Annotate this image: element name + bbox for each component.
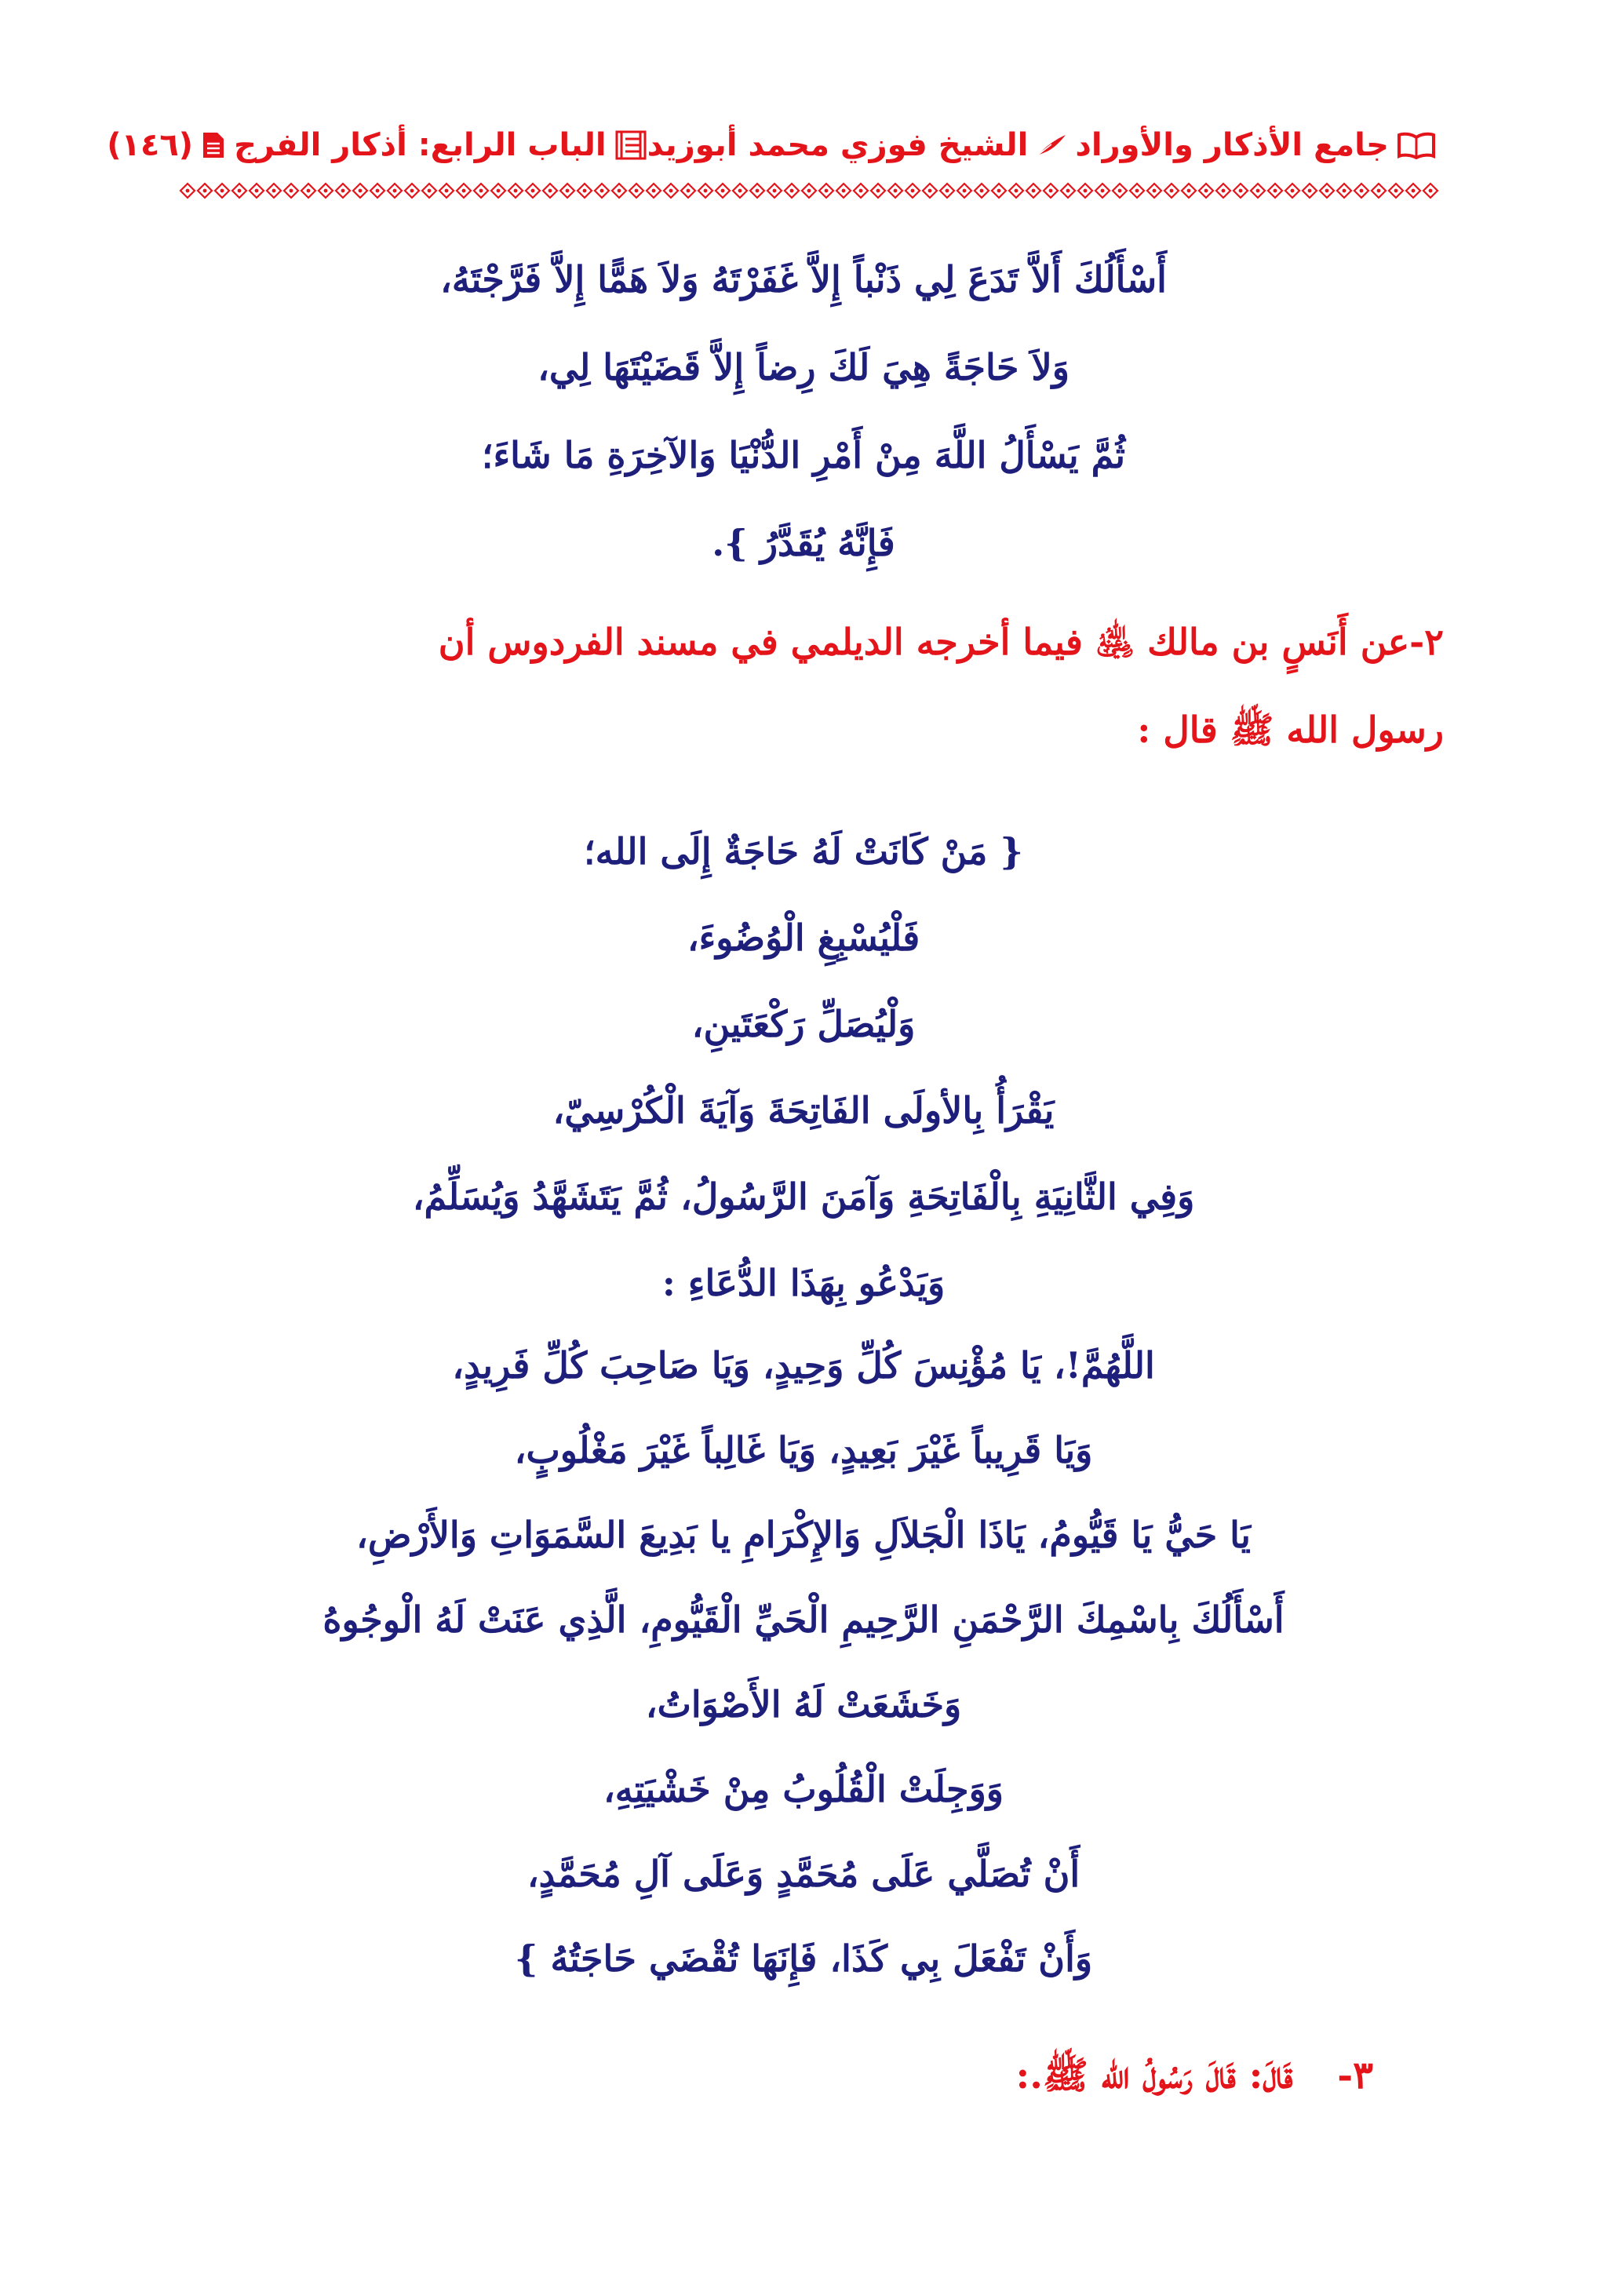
verse-line: وَوَجِلَتْ الْقُلُوبُ مِنْ خَشْيَتِهِ،	[603, 1768, 1004, 1810]
verse-line: يَقْرَأُ بِالأولَى الفَاتِحَةَ وَآيَةَ الْكُرْسِيّ،	[552, 1089, 1055, 1132]
item-number: ٣-	[1337, 2054, 1373, 2097]
verse-line: وَلاَ حَاجَةً هِيَ لَكَ رِضاً إِلاَّ قَضَيْتَهَا لِي،	[537, 346, 1070, 388]
verse-line: اللَّهُمَّ!، يَا مُؤْنِسَ كُلِّ وَحِيدٍ، وَيَا صَاحِبَ كُلِّ فَرِيدٍ،	[452, 1344, 1155, 1387]
page-number: (١٤٦)	[107, 127, 194, 163]
verse-line: ثُمَّ يَسْأَلُ اللَّهَ مِنْ أَمْرِ الدُّنْيَا وَالآخِرَةِ مَا شَاءَ؛	[481, 434, 1126, 476]
header-title-group	[647, 127, 1436, 163]
next-hadith-text: قَالَ: قَالَ رَسُولُ الله ﷺ.:	[1015, 2054, 1293, 2097]
verse-line: فَإِنَّهُ يُقَدَّرُ }.	[712, 522, 895, 564]
verse-line: وَفِي الثَّانِيَةِ بِالْفَاتِحَةِ وَآمَنَ الرَّسُولُ، ثُمَّ يَتَشَهَّدُ وَيُسَلِّمُ،	[412, 1175, 1195, 1218]
hadith-text-part1	[118, 808, 1489, 1326]
hadith-introduction	[157, 598, 1444, 774]
author-name: الشيخ فوزي محمد أبوزيد	[647, 127, 1029, 163]
quill-icon	[1036, 133, 1067, 157]
supplication-continuation	[118, 235, 1489, 587]
verse-line: وَيَدْعُو بِهَذَا الدُّعَاءِ :	[661, 1262, 946, 1304]
book-title: جامع الأذكار والأوراد	[1075, 127, 1389, 163]
book-icon	[1397, 131, 1436, 159]
document-icon	[201, 130, 226, 160]
verse-line: فَلْيُسْبِغِ الْوُضُوءَ،	[687, 917, 920, 959]
hadith-supplication	[118, 1323, 1489, 2001]
page-header	[107, 118, 1436, 173]
verse-line: أَسْأَلُكَ بِاسْمِكَ الرَّحْمَنِ الرَّحِيمِ الْحَيِّ الْقَيُّومِ، الَّذِي عَنَتْ لَهُ الْوجُوهُ	[322, 1598, 1285, 1641]
intro-line: رسول الله ﷺ قال :	[1137, 709, 1444, 751]
chapter-title: الباب الرابع: أذكار الفرج	[234, 127, 607, 163]
verse-line: وَيَا قَرِيباً غَيْرَ بَعِيدٍ، وَيَا غَالِباً غَيْرَ مَغْلُوبٍ،	[514, 1429, 1093, 1471]
verse-line: وَلْيُصَلِّ رَكْعَتَينِ،	[691, 1003, 916, 1045]
intro-line: ٢-عن أَنَسٍ بن مالك ﵁ فيما أخرجه الديلمي في مسند الفردوس أن	[438, 621, 1444, 663]
books-icon	[614, 129, 647, 161]
verse-line: يَا حَيُّ يَا قَيُّومُ، يَاذَا الْجَلاَلِ وَالإِكْرَامِ يا بَدِيعَ السَّمَوَاتِ وَالأَرْضِ،	[356, 1514, 1251, 1556]
verse-line: أَسْأَلُكَ أَلاَّ تَدَعَ لِي ذَنْباً إِلاَّ غَفَرْتَهُ وَلاَ هَمًّا إِلاَّ فَرَّجْتَهُ،	[440, 258, 1167, 301]
verse-line: { مَنْ كَانَتْ لَهُ حَاجَةٌ إِلَى الله؛	[584, 830, 1023, 873]
next-hadith-heading	[1016, 2053, 1373, 2107]
verse-line: وَخَشَعَتْ لَهُ الأَصْوَاتُ،	[645, 1683, 962, 1726]
header-chapter-group	[107, 127, 647, 163]
verse-line: وَأَنْ تَفْعَلَ بِي كَذَا، فَإِنَهَا تُقْضَي حَاجَتُهُ }	[514, 1937, 1093, 1980]
header-ornament-rule	[179, 182, 1439, 199]
verse-line: أَنْ تُصَلَّي عَلَى مُحَمَّدٍ وَعَلَى آلِ مُحَمَّدٍ،	[527, 1853, 1080, 1895]
